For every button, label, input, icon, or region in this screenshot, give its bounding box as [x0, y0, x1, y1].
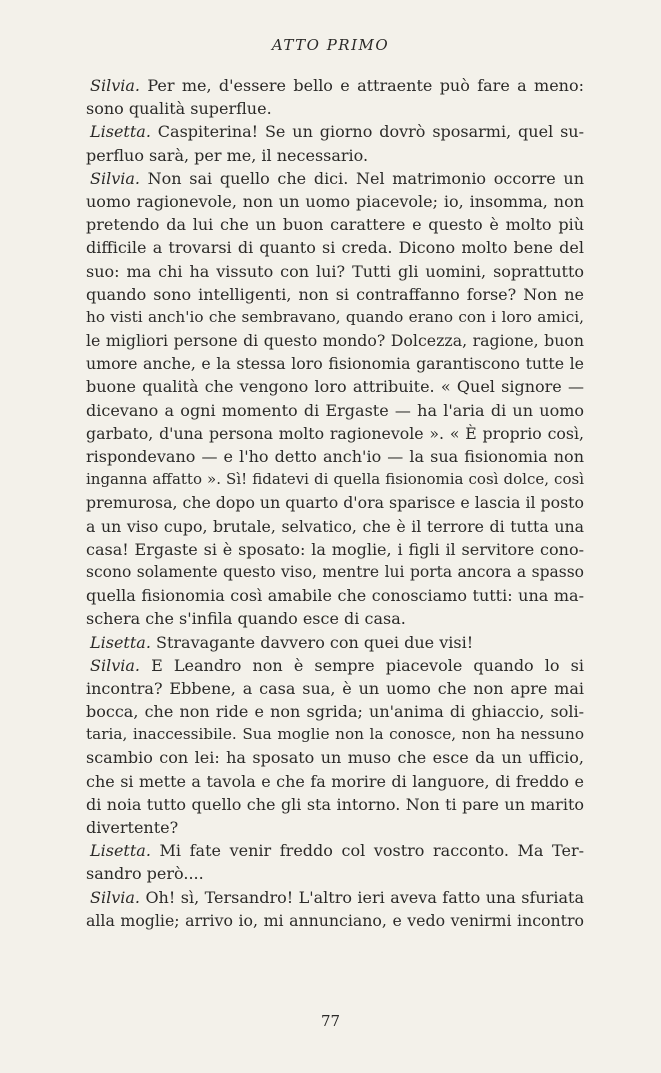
dialogue-line-start — [86, 839, 584, 862]
line-text: quando sono intelligenti, non si contraffanno forse? Non ne — [86, 284, 584, 304]
line-text: ho visti anch'io che sembravano, quando erano con i loro amici, — [86, 307, 584, 326]
text-line — [86, 700, 584, 723]
line-text: uomo ragionevole, non un uomo piacevole; io, insomma, non — [86, 191, 584, 211]
text-line — [86, 375, 584, 398]
line-text: inganna affatto ». Sì! fidatevi di quella fisionomia così dolce, così — [86, 470, 584, 489]
text-line — [86, 793, 584, 816]
line-text: sono qualità superflue. — [86, 99, 272, 119]
text-line — [86, 770, 584, 793]
line-text: scono solamente questo viso, mentre lui porta ancora a spasso — [86, 562, 584, 581]
text-line — [86, 190, 584, 213]
text-block — [86, 74, 584, 932]
line-text: Mi fate venir freddo col vostro racconto. Ma Ter- — [159, 841, 585, 861]
text-line — [86, 422, 584, 445]
line-text: pretendo da lui che un buon carattere e questo è molto più — [86, 215, 584, 235]
text-line — [86, 607, 584, 630]
line-text: Caspiterina! Se un giorno dovrò sposarmi, quel su- — [157, 122, 584, 142]
dialogue-line-start — [86, 886, 584, 909]
dialogue-line-start — [86, 654, 584, 677]
speaker-name: Lisetta. — [90, 632, 151, 652]
text-line — [86, 445, 584, 468]
text-line — [86, 352, 584, 375]
line-text: le migliori persone di questo mondo? Dolcezza, ragione, buon — [86, 331, 584, 351]
text-line — [86, 538, 584, 561]
line-text: alla moglie; arrivo io, mi annunciano, e vedo venirmi incontro — [86, 910, 584, 930]
text-line — [86, 236, 584, 259]
text-line — [86, 260, 584, 283]
speaker-name: Silvia. — [90, 168, 140, 188]
text-line — [86, 862, 584, 885]
line-text: perfluo sarà, per me, il necessario. — [86, 145, 369, 165]
line-text: umore anche, e la stessa loro fisionomia garantiscono tutte le — [86, 354, 584, 374]
line-text: casa! Ergaste si è sposato: la moglie, i figli il servitore cono- — [86, 539, 584, 559]
line-text: E Leandro non è sempre piacevole quando lo si — [151, 655, 584, 675]
text-line — [86, 399, 584, 422]
line-text: a un viso cupo, brutale, selvatico, che è il terrore di tutta una — [86, 516, 584, 536]
text-line — [86, 723, 584, 746]
line-text: Per me, d'essere bello e attraente può fare a meno: — [147, 76, 584, 95]
line-text: sandro però.... — [86, 864, 204, 884]
speaker-name: Silvia. — [90, 887, 140, 907]
dialogue-line-start — [86, 120, 584, 143]
text-line — [86, 909, 584, 932]
line-text: scambio con lei: ha sposato un muso che esce da un ufficio, — [86, 748, 584, 768]
text-line — [86, 468, 584, 491]
text-line — [86, 816, 584, 839]
line-text: buone qualità che vengono loro attribuite. « Quel signore — — [86, 377, 584, 397]
line-text: difficile a trovarsi di quanto si creda. Dicono molto bene del — [86, 238, 584, 258]
text-line — [86, 283, 584, 306]
text-line — [86, 213, 584, 236]
text-line — [86, 746, 584, 769]
dialogue-line-start — [86, 631, 584, 654]
line-text: suo: ma chi ha vissuto con lui? Tutti gli uomini, soprattutto — [86, 261, 584, 281]
line-text: dicevano a ogni momento di Ergaste — ha l'aria di un uomo — [86, 400, 584, 420]
line-text: rispondevano — e l'ho detto anch'io — la sua fisionomia non — [86, 447, 584, 466]
speaker-name: Lisetta. — [90, 122, 151, 142]
text-line — [86, 144, 584, 167]
line-text: divertente? — [86, 818, 179, 837]
line-text: garbato, d'una persona molto ragionevole ». « È proprio così, — [86, 423, 584, 443]
text-line — [86, 329, 584, 352]
line-text: di noia tutto quello che gli sta intorno. Non ti pare un marito — [86, 794, 584, 814]
line-text: quella fisionomia così amabile che conosciamo tutti: una ma- — [86, 586, 584, 606]
text-line — [86, 677, 584, 700]
text-line — [86, 515, 584, 538]
line-text: bocca, che non ride e non sgrida; un'anima di ghiaccio, soli- — [86, 702, 584, 722]
text-line — [86, 306, 584, 329]
dialogue-line-start — [86, 167, 584, 190]
line-text: Stravagante davvero con quei due visi! — [156, 632, 474, 652]
running-header: ATTO PRIMO — [271, 36, 390, 54]
line-text: premurosa, che dopo un quarto d'ora sparisce e lascia il posto — [86, 493, 584, 513]
line-text: Oh! sì, Tersandro! L'altro ieri aveva fatto una sfuriata — [145, 887, 584, 907]
line-text: taria, inaccessibile. Sua moglie non la conosce, non ha nessuno — [86, 725, 584, 744]
text-line — [86, 97, 584, 120]
line-text: che si mette a tavola e che fa morire di languore, di freddo e — [86, 771, 584, 791]
line-text: Non sai quello che dici. Nel matrimonio occorre un — [147, 168, 584, 188]
speaker-name: Lisetta. — [90, 841, 151, 861]
speaker-name: Silvia. — [90, 76, 140, 95]
text-line — [86, 584, 584, 607]
speaker-name: Silvia. — [90, 655, 140, 675]
dialogue-line-start — [86, 74, 584, 97]
text-line — [86, 561, 584, 584]
line-text: schera che s'infila quando esce di casa. — [86, 609, 406, 629]
text-line — [86, 491, 584, 514]
line-text: incontra? Ebbene, a casa sua, è un uomo che non apre mai — [86, 678, 584, 698]
page-number: 77 — [320, 1012, 341, 1030]
